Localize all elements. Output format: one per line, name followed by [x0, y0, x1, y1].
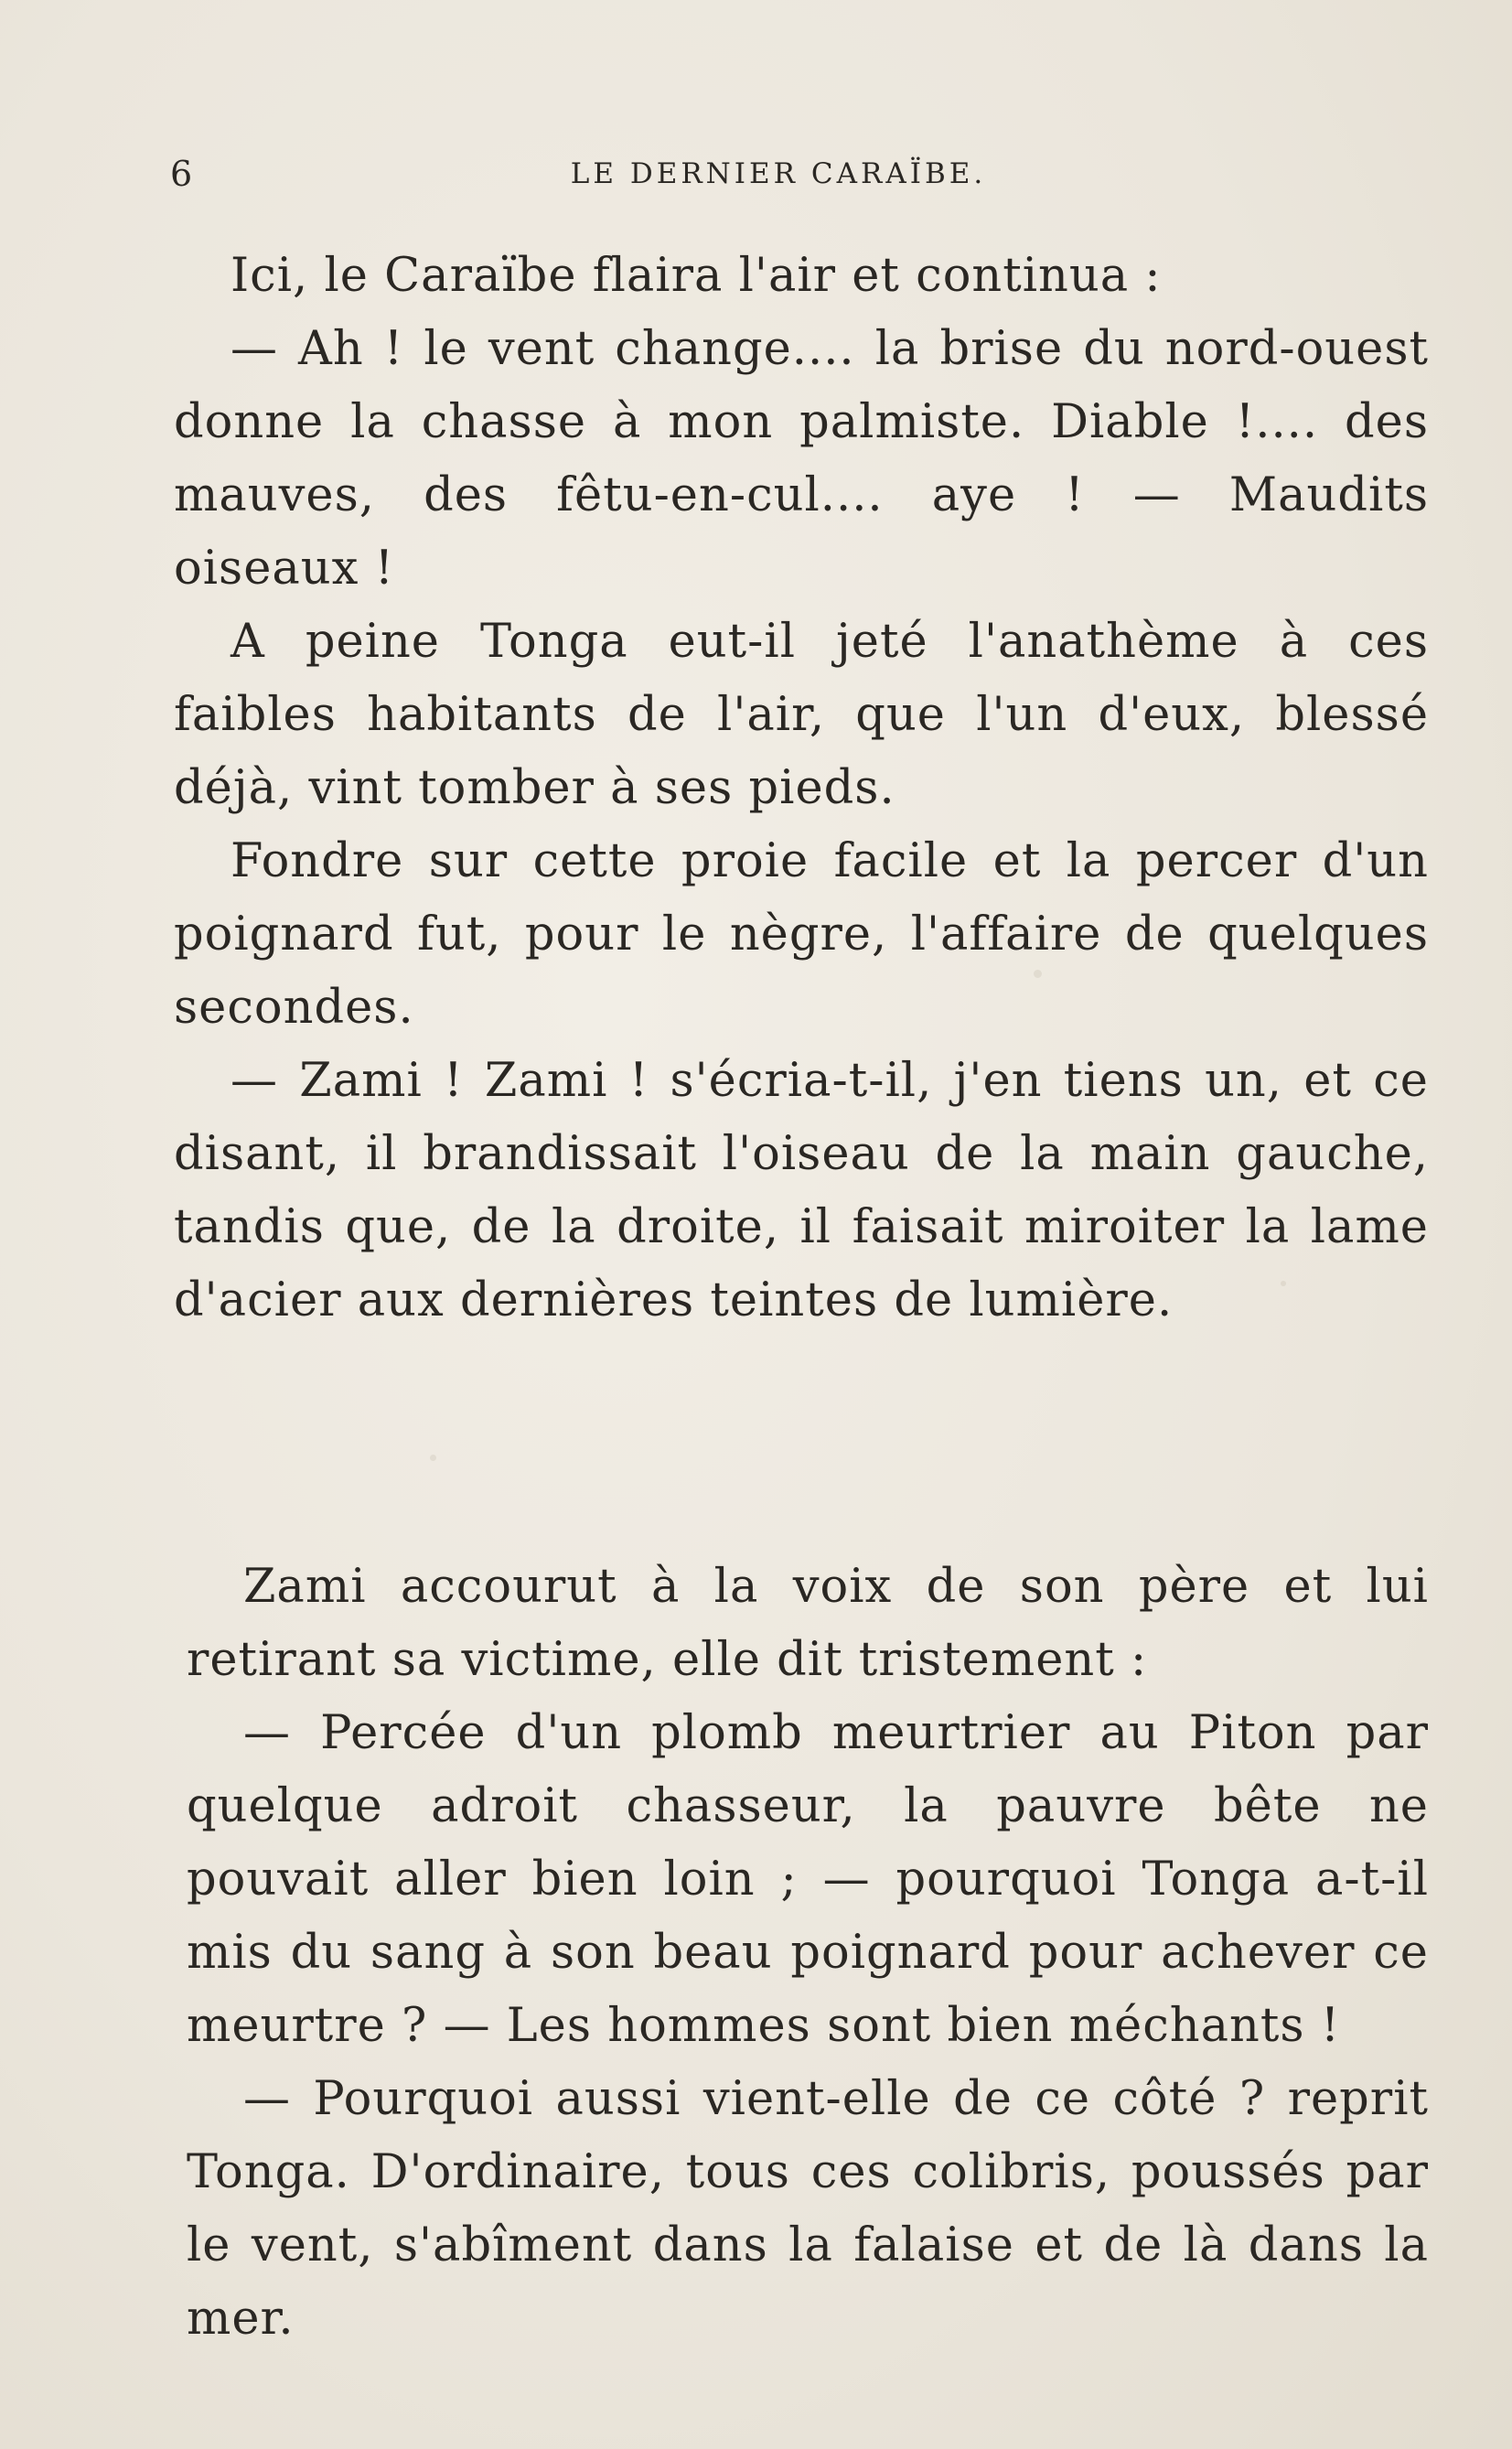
- paragraph: — Ah ! le vent change.... la brise du nord-ouest donne la chasse à mon palmiste. Diable !.... des mauves, des fêtu-en-cul.... aye ! — Maudits oiseaux !: [174, 322, 1429, 596]
- paragraph: Zami accourut à la voix de son père et lui retirant sa victime, elle dit tristement :: [187, 1560, 1429, 1687]
- page-number: 6: [170, 154, 193, 194]
- paragraph: A peine Tonga eut-il jeté l'anathème à ces faibles habitants de l'air, que l'un d'eux, blessé déjà, vint tomber à ses pieds.: [174, 615, 1429, 815]
- page-header: [170, 146, 1387, 201]
- paper-stain: [430, 1455, 436, 1461]
- paragraph: — Percée d'un plomb meurtrier au Piton par quelque adroit chasseur, la pauvre bête ne pouvait aller bien loin ; — pourquoi Tonga a-t-il mis du sang à son beau poignard pour achever ce meurtre ? — Les hommes sont bien méchants !: [187, 1706, 1429, 2053]
- paragraph: Ici, le Caraïbe flaira l'air et continua :: [231, 249, 1162, 303]
- text-section-1: [174, 240, 1429, 1337]
- text-section-2: [187, 1551, 1429, 2356]
- paragraph: Fondre sur cette proie facile et la percer d'un poignard fut, pour le nègre, l'affaire de quelques secondes.: [174, 834, 1429, 1035]
- paragraph: — Zami ! Zami ! s'écria-t-il, j'en tiens un, et ce disant, il brandissait l'oiseau de la main gauche, tandis que, de la droite, il faisait miroiter la lame d'acier aux dernières teintes de lumière.: [174, 1054, 1429, 1327]
- running-title: LE DERNIER CARAÏBE.: [570, 157, 987, 190]
- paragraph: — Pourquoi aussi vient-elle de ce côté ? reprit Tonga. D'ordinaire, tous ces colibris, poussés par le vent, s'abîment dans la falaise et de là dans la mer.: [187, 2072, 1429, 2346]
